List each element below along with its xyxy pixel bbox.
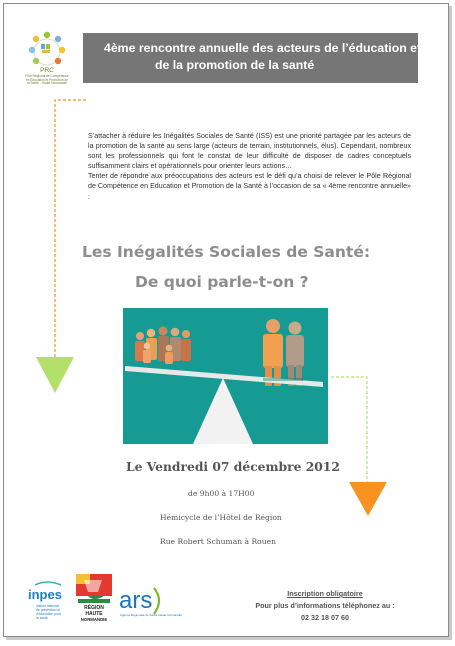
intro-text <box>88 131 411 202</box>
event-address: Rue Robert Schuman à Rouen <box>160 537 277 546</box>
svg-text:de prévention et: de prévention et <box>36 608 61 612</box>
ars-logo-icon <box>118 578 182 624</box>
svg-text:RÉGION: RÉGION <box>84 605 104 611</box>
header-banner <box>83 33 422 83</box>
phone-number: 02 32 18 07 60 <box>301 613 349 622</box>
prc-logo-icon <box>22 29 72 75</box>
right-dashed-arrow-icon <box>331 372 391 520</box>
svg-text:ars: ars <box>119 587 153 614</box>
event-venue: Hémicycle de l’Hôtel de Région <box>160 513 282 522</box>
svg-text:inpes: inpes <box>28 587 62 602</box>
event-date: Le Vendredi 07 décembre 2012 <box>126 459 340 474</box>
inpes-logo-icon <box>27 579 69 629</box>
svg-text:la santé: la santé <box>36 616 48 620</box>
event-hours: de 9h00 à 17H00 <box>188 489 255 498</box>
prc-caption-line: en Education et Promotion de <box>26 77 68 82</box>
main-title-line-2: De quoi parle-t-on ? <box>135 273 309 291</box>
left-dashed-arrow-icon <box>32 95 78 395</box>
svg-text:d'éducation pour: d'éducation pour <box>36 612 61 616</box>
info-label: Pour plus d’informations téléphonez au : <box>255 601 395 610</box>
main-title-line-1: Les Inégalités Sociales de Santé: <box>82 243 371 261</box>
banner-line-1: 4ème rencontre annuelle des acteurs de l’éducation et <box>104 41 422 55</box>
ars-logo <box>118 578 182 624</box>
svg-text:NORMANDIE: NORMANDIE <box>80 617 108 622</box>
region-haute-normandie-logo <box>74 574 114 626</box>
region-logo-icon <box>74 574 114 626</box>
inscription-block <box>240 588 410 624</box>
svg-text:PRC: PRC <box>40 67 54 74</box>
prc-caption-line: la Santé - Haute-Normandie <box>27 81 67 86</box>
svg-text:Agence Régionale de Santé Haut: Agence Régionale de Santé Haute-Normandie <box>120 613 182 617</box>
intro-paragraph-1: S’attacher à réduire les Inégalités Sociales de Santé (ISS) est une priorité partagée par les acteurs de la promotion de la santé au sens large (acteurs de terrain, institutionnels, élus). Cependant, nombreux sont les professionnels qui font le constat de leur difficulté de disposer de cadres conceptuels suffisamment clairs et opérationnels pour orienter leurs actions… <box>88 132 411 171</box>
banner-line-2: de la promotion de la santé <box>155 58 315 72</box>
svg-text:institut national: institut national <box>36 604 59 608</box>
svg-text:HAUTE: HAUTE <box>85 611 103 617</box>
prc-logo <box>22 29 72 87</box>
intro-paragraph-2: Tenter de répondre aux préoccupations des acteurs est le défi qu’a choisi de relever le Pôle Régional de Compétence en Education et Promotion de la Santé à l’occasion de sa « 4ème rencontre annuelle» : <box>88 172 411 201</box>
inpes-logo <box>27 579 69 629</box>
inscription-required: Inscription obligatoire <box>287 589 363 598</box>
inequality-seesaw-illustration <box>123 308 328 444</box>
prc-caption-line: Pôle Régional de Compétence <box>25 74 69 78</box>
